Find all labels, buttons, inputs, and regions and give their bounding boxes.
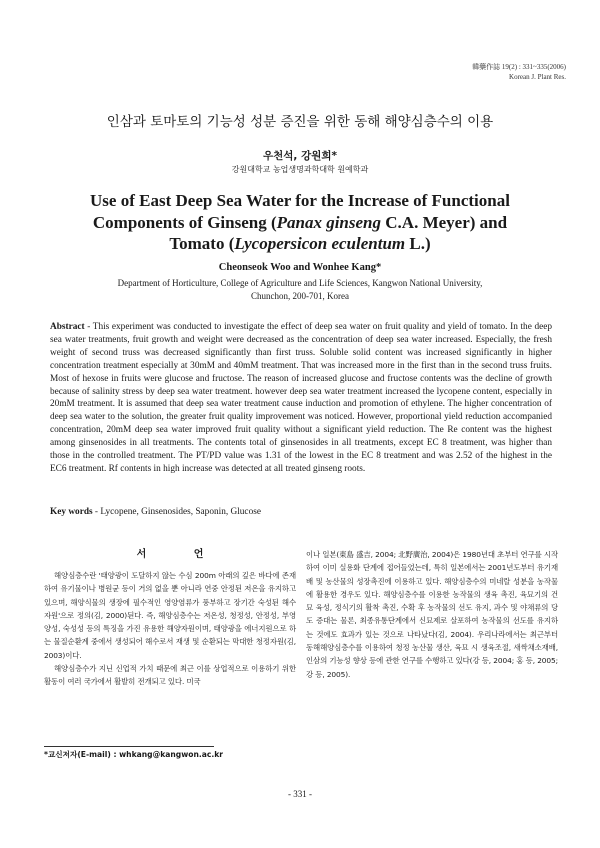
keywords-text: - Lycopene, Ginsenosides, Saponin, Glucose: [92, 507, 261, 517]
keywords: [50, 507, 550, 517]
paragraph: 해양심층수가 지닌 신업적 가치 때문에 최근 이를 상업적으로 이용하기 위한 활동이 여러 국가에서 활발히 전개되고 있다. 미국: [44, 664, 296, 687]
title-text: C.A. Meyer) and: [381, 212, 508, 232]
english-title-line-2: [40, 212, 560, 234]
abstract-text: - This experiment was conducted to investigate the effect of deep sea water on fruit quality and yield of tomato. In the deep sea water treatments, fruit growth and weight were decreased as the concentration of deep sea water increased. Especially, the fresh weight of second truss was decreased significantly than first truss. Soluble solid content was increased significantly in higher concentration treatment especially at 30mM and 40mM treatment. That was increased more in the first than in the second truss fruits. Most of hexose in fruits were glucose and fructose. The reason of increased glucose and fructose contents was the decline of growth because of salinity stress by deep sea water treatment. however deep sea water treatment increased the lycopene content, especially in 20mM treatment. It is assumed that deep sea water treatment cause induction and promotion of ethylene. The higher concentration of deep sea water to the solution, the greater fruit quality improvement was noticed. However, proportional yield reduction accompanied concentration, 20mM deep sea water improved fruit quality without a significant yield reduction. The Re content was the highest among ginsenosides in all treatments. The contents total of ginsenosides in all treatments, except EC 8 treatment, was higher than those in the controlled treatment. The PT/PD value was 1.31 of the lowest in the EC 8 treatment and was 2.52 of the highest in the EC6 treatment. Rf contents in high increase was detected at all treated ginseng roots.: [50, 322, 552, 474]
abstract: [50, 321, 552, 476]
title-text: L.): [405, 234, 431, 253]
body-column-right: [306, 548, 558, 681]
paragraph: 해양심층수란 '태양광이 도달하지 않는 수심 200m 아래의 깊은 바다에 존재하여 유기물이나 병원균 등이 거의 없을 뿐 아니라 연중 안정된 저온을 유지하고 있으며, 해양식물의 생장에 필수적인 영양염류가 풍부하고 장기간 숙성된 해수자원'으로 정의(김, 2000)된다. 즉, 해양심층수는 저온성, 청정성, 안정성, 부영양성, 숙성성 등의 특징을 가진 유용한 해양자원이며, 태양광을 에너지원으로 하는 물질순환계 중에서 생성되어 해수로서 재생 및 순환되는 막대한 청정자원(김, 2003)이다.: [44, 571, 296, 660]
english-affiliation: [40, 277, 560, 302]
journal-citation: 韓藥作誌 19(2) : 331~335(2006): [472, 63, 566, 71]
journal-info: [472, 62, 566, 82]
english-authors: Cheonseok Woo and Wonhee Kang*: [218, 262, 382, 273]
body-column-left: [44, 548, 296, 689]
keywords-label: Key words: [50, 507, 93, 517]
korean-title: 인삼과 토마토의 기능성 성분 증진을 위한 동해 해양심층수의 이용: [106, 114, 494, 130]
korean-affiliation: 강원대학교 농업생명과학대학 원예학과: [231, 165, 369, 174]
section-heading: 서 언: [136, 549, 226, 560]
english-title-line-3: [40, 233, 560, 255]
scientific-name: Panax ginseng: [276, 212, 382, 232]
scientific-name: Lycopersicon eculentum: [234, 234, 406, 253]
corresponding-author-footnote: *교신저자(E-mail) : whkang@kangwon.ac.kr: [44, 750, 224, 759]
journal-name: Korean J. Plant Res.: [509, 73, 566, 81]
affiliation-line-1: Department of Horticulture, College of Agriculture and Life Sciences, Kangwon National University,: [117, 278, 483, 288]
affiliation-line-2: Chunchon, 200-701, Korea: [251, 290, 349, 301]
title-text: Components of Ginseng (: [92, 212, 277, 232]
page-number: - 331 -: [288, 789, 312, 799]
title-text: Tomato (: [169, 234, 235, 253]
korean-authors: 우천석, 강원희*: [263, 150, 337, 162]
abstract-label: Abstract: [50, 322, 85, 332]
english-title: [40, 190, 560, 255]
english-title-line-1: Use of East Deep Sea Water for the Increase of Functional: [90, 191, 510, 210]
paragraph: 이나 일본(東島 盛吉, 2004; 北野廣治, 2004)은 1980년대 초부터 연구를 시작하여 이미 실용화 단계에 접어들었는데, 특히 일본에서는 2001년도부터 유기재배 및 농산물의 성장촉진에 이용하고 있다. 해양심층수의 미네랄 성분을 농작물에 활용한 경우도 있다. 해양심층수를 이용한 농작물의 생육 촉진, 육묘기의 건묘 육성, 정식기의 활착 촉진, 수확 후 농작물의 선도 유지, 과수 및 야채류의 당도 증대는 물론, 최종유통단계에서 신묘제로 살포하여 농작물의 선도를 유지하는 것에도 효과가 있는 것으로 나타났다(김, 2004). 우리나라에서는 최근부터 동해해양심층수를 이용하여 청정 농산물 생산, 육묘 시 생육조절, 새싹채소재배, 인삼의 기능성 향상 등에 관한 연구를 수행하고 있다(강 등, 2004; 홍 등, 2005; 강 등, 2005).: [306, 550, 558, 679]
footnote-divider: [44, 746, 214, 747]
